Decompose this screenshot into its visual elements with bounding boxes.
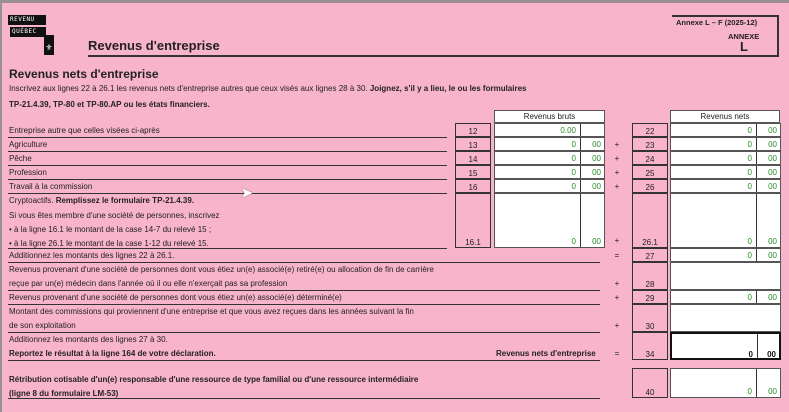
line-number: 16 <box>455 179 491 193</box>
line29-label: Revenus provenant d'une société de personnes dont vous étiez un(e) associé(e) déterminé(e) <box>9 293 342 302</box>
gross-input-3[interactable] <box>494 165 605 179</box>
amount-cents: 00 <box>768 293 777 302</box>
operator: + <box>614 168 620 177</box>
line30-label-1: Montant des commissions qui proviennent d'une entreprise et que vous avez reçues dans les années suivant la fin <box>9 307 414 316</box>
operator: + <box>614 321 620 330</box>
net-input-27[interactable] <box>670 248 781 262</box>
net-input-30[interactable] <box>670 304 781 332</box>
window-left-border <box>0 0 2 412</box>
annexe-letter: L <box>740 39 748 54</box>
annexe-label: ANNEXE <box>728 32 760 41</box>
row-label: Agriculture <box>9 140 48 149</box>
gross-input-2[interactable] <box>494 151 605 165</box>
header-net-revenue: Revenus nets <box>670 110 780 123</box>
net-input-4[interactable] <box>670 179 781 193</box>
row-divider <box>8 137 447 138</box>
amount-cents: 00 <box>767 350 776 359</box>
amount-cents: 00 <box>768 237 777 246</box>
page-title: Revenus d'entreprise <box>88 38 220 53</box>
row-divider <box>8 151 447 152</box>
line40-label-1: Rétribution cotisable d'un(e) responsable d'une ressource de type familial ou d'une ressource intermédiaire <box>9 375 419 384</box>
row-divider <box>8 193 447 194</box>
amount-cents: 00 <box>768 251 777 260</box>
line40-label-2: (ligne 8 du formulaire LM-53) <box>9 389 119 398</box>
line-number: 12 <box>455 123 491 137</box>
amount-cents <box>579 124 604 136</box>
row-divider <box>8 304 600 305</box>
row-label: Travail à la commission <box>9 182 93 191</box>
fleur-de-lis-icon: ⚜ <box>44 35 54 55</box>
row-divider <box>8 290 600 291</box>
line-number: 14 <box>455 151 491 165</box>
amount-dollars: 0 <box>671 291 757 303</box>
row-label: Profession <box>9 168 47 177</box>
operator: + <box>614 154 620 163</box>
total-label: Revenus nets d'entreprise <box>496 349 596 358</box>
net-input-1[interactable] <box>670 137 781 151</box>
line-number: 22 <box>632 123 668 137</box>
amount-cents: 00 <box>592 168 601 177</box>
line-number: 27 <box>632 248 668 262</box>
amount-dollars: 0.00 <box>495 124 581 136</box>
line-number: 26.1 <box>632 193 668 248</box>
amount-cents: 00 <box>768 154 777 163</box>
gross-input-0[interactable] <box>494 123 605 137</box>
intro-text: Inscrivez aux lignes 22 à 26.1 les revenus nets d'entreprise autres que ceux visés aux lignes 28 à 30. <box>9 84 368 93</box>
crypto-bold: Remplissez le formulaire TP-21.4.39. <box>55 196 194 205</box>
line-number: 15 <box>455 165 491 179</box>
amount-cents: 00 <box>768 387 777 396</box>
amount-dollars: 0 <box>672 334 758 358</box>
line27-label: Additionnez les montants des lignes 22 à 26.1. <box>9 251 175 260</box>
net-input-2[interactable] <box>670 151 781 165</box>
operator: + <box>614 293 620 302</box>
gross-input-1[interactable] <box>494 137 605 151</box>
amount-cents: 00 <box>592 140 601 149</box>
net-input-28[interactable] <box>670 262 781 290</box>
amount-dollars: 0 <box>671 152 757 164</box>
amount-cents: 00 <box>592 237 601 246</box>
row-divider <box>8 165 447 166</box>
line28-label-2: reçue par un(e) médecin dans l'année où il ou elle n'exerçait pas sa profession <box>9 279 288 288</box>
amount-cents: 00 <box>768 126 777 135</box>
header-gross-revenue: Revenus bruts <box>494 110 605 123</box>
intro-line-1 <box>9 84 526 93</box>
logo-text-2: QUÉBEC <box>10 27 46 37</box>
line-number: 24 <box>632 151 668 165</box>
row-divider <box>8 360 600 361</box>
amount-dollars: 0 <box>495 152 581 164</box>
amount-dollars: 0 <box>671 249 757 261</box>
amount-dollars: 0 <box>671 166 757 178</box>
row-divider <box>8 332 600 333</box>
operator: + <box>614 279 620 288</box>
amount-dollars: 0 <box>495 166 581 178</box>
amount-dollars: 0 <box>671 124 757 136</box>
crypto-text: Cryptoactifs. <box>9 196 54 205</box>
line-number: 16.1 <box>455 193 491 248</box>
line-number: 30 <box>632 304 668 332</box>
net-input-26-1[interactable] <box>670 193 781 248</box>
line-number: 34 <box>632 332 668 360</box>
row-divider <box>8 398 600 399</box>
logo-text-1: REVENU <box>8 15 46 25</box>
title-underline <box>88 55 778 57</box>
line-number: 29 <box>632 290 668 304</box>
row-label: Pêche <box>9 154 32 163</box>
line-number: 28 <box>632 262 668 290</box>
line-number: 23 <box>632 137 668 151</box>
intro-bold-1: Joignez, s'il y a lieu, le ou les formulaires <box>369 84 527 93</box>
row-divider <box>8 248 447 249</box>
amount-cents: 00 <box>592 154 601 163</box>
amount-dollars: 0 <box>671 369 757 397</box>
form-id: Annexe L – F (2025-12) <box>676 18 758 27</box>
operator: + <box>614 140 620 149</box>
annexe-box-top <box>672 15 778 17</box>
crypto-line-3: • à la ligne 16.1 le montant de la case 14-7 du relevé 15 ; <box>9 225 212 234</box>
operator: + <box>614 236 620 245</box>
gross-input-4[interactable] <box>494 179 605 193</box>
line-number: 25 <box>632 165 668 179</box>
line30-label-2: de son exploitation <box>9 321 76 330</box>
net-input-29[interactable] <box>670 290 781 304</box>
operator: = <box>614 349 620 358</box>
net-input-34-total[interactable] <box>670 332 781 360</box>
row-label: Entreprise autre que celles visées ci-après <box>9 126 160 135</box>
line34-label-1: Additionnez les montants des lignes 27 à 30. <box>9 335 168 344</box>
gross-input-16-1[interactable] <box>494 193 605 248</box>
amount-cents: 00 <box>768 182 777 191</box>
amount-dollars: 0 <box>671 138 757 150</box>
annexe-box-right <box>777 15 779 57</box>
amount-dollars: 0 <box>671 180 757 192</box>
crypto-label <box>9 196 194 205</box>
amount-dollars: 0 <box>495 138 581 150</box>
line-number: 13 <box>455 137 491 151</box>
line34-label-2: Reportez le résultat à la ligne 164 de votre déclaration. <box>9 349 216 358</box>
row-divider <box>8 262 600 263</box>
row-divider <box>8 179 447 180</box>
section-title: Revenus nets d'entreprise <box>9 67 159 81</box>
intro-bold-2: TP-21.4.39, TP-80 et TP-80.AP ou les états financiers. <box>9 100 210 109</box>
amount-cents: 00 <box>592 182 601 191</box>
crypto-line-2: Si vous êtes membre d'une société de personnes, inscrivez <box>9 211 220 220</box>
revenu-quebec-logo <box>8 15 53 52</box>
mouse-cursor-icon: ➤ <box>240 185 254 202</box>
window-top-border <box>0 0 789 3</box>
crypto-line-4: • à la ligne 26.1 le montant de la case 1-12 du relevé 15. <box>9 239 209 248</box>
amount-dollars: 0 <box>671 194 757 247</box>
net-input-0[interactable] <box>670 123 781 137</box>
net-input-3[interactable] <box>670 165 781 179</box>
operator: + <box>614 182 620 191</box>
amount-dollars: 0 <box>495 194 581 247</box>
line-number: 40 <box>632 368 668 398</box>
line28-label-1: Revenus provenant d'une société de personnes dont vous étiez un(e) associé(e) retiré(e) ou allocation de fin de carrière <box>9 265 434 274</box>
net-input-40[interactable] <box>670 368 781 398</box>
amount-dollars: 0 <box>495 180 581 192</box>
amount-cents: 00 <box>768 140 777 149</box>
amount-cents: 00 <box>768 168 777 177</box>
operator: = <box>614 251 620 260</box>
line-number: 26 <box>632 179 668 193</box>
